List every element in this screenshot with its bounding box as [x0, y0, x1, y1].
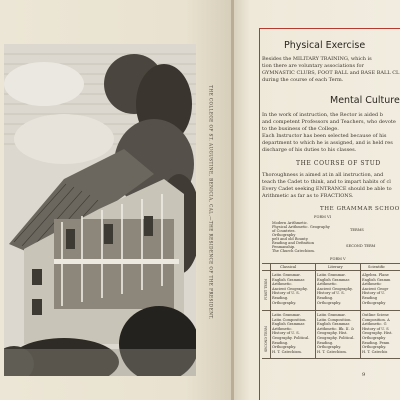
second-term-cell: Orthography [362, 336, 386, 340]
course-line-1: Thoroughness is aimed at in all instruction, and [262, 172, 384, 178]
second-term-cell: Reading. [317, 340, 334, 345]
second-term-cell: H. T. Catechism. [272, 349, 302, 354]
first-term-cell: English Grammar. [317, 277, 350, 282]
table-rule-v1 [270, 263, 271, 358]
first-term-cell: Algebra. Plane [362, 273, 389, 277]
second-term-cell: Outline Sciene [362, 313, 389, 317]
mental-culture-heading: Mental Culture [330, 95, 400, 106]
second-term-cell: Latin Composition. [317, 317, 352, 322]
table-rule-v2 [315, 263, 316, 358]
second-term-cell: English Grammar. [317, 322, 350, 327]
first-term-cell: History of U. [362, 291, 386, 296]
course-of-study-heading: THE COURSE OF STUD [296, 160, 381, 167]
form6-item-3: of Countries. [272, 229, 296, 233]
physical-line-3: GYMNASTIC CLUBS, FOOT BALL and BASE BALL CL [262, 70, 400, 76]
physical-line-1: Besides the MILITARY TRAINING, which is [262, 56, 372, 62]
form6-item-2: Physical Arithmetic. Geography [272, 225, 330, 229]
first-term-cell: Arithmetic [362, 282, 382, 287]
form6-item-7: Penmanship. [272, 245, 296, 249]
first-term-cell: Ancient Geography. [317, 286, 353, 291]
first-term-cell: Ancient Geogr [362, 286, 389, 291]
second-term-cell: Geography. Hist. [362, 331, 393, 336]
caption-text: THE COLLEGE OF ST. AUGUSTINE, BENICIA, CAL.—THE RESIDENCE OF THE PRESIDENT. [208, 85, 214, 320]
course-line-2: teach the Cadet to think, and to impart habits of cl [262, 179, 391, 185]
physical-line-2: tion there are voluntary associations for [262, 63, 364, 69]
second-term-cell: Geography. Political. [272, 336, 310, 340]
second-term-cell: Latin Grammar. [317, 313, 346, 317]
second-term-cell: Arithmetic. G [362, 322, 387, 327]
second-term-cell: History of U. S [362, 326, 389, 331]
column-classical: Classical [280, 265, 297, 269]
first-term-cell: Orthography [362, 300, 386, 305]
red-margin-rule-horizontal [259, 28, 400, 29]
column-scientific: Scientific [368, 265, 386, 269]
second-term-cell: History of U. S. [272, 331, 300, 336]
table-bottom-rule [262, 358, 400, 359]
first-term-cell: Orthography. [317, 300, 342, 305]
form6-terms-label: TERMS [350, 228, 364, 232]
second-term-cell: Arithmetic. Bk. II. & [317, 326, 355, 331]
form-v-label: FORM V [330, 257, 346, 261]
mental-line-6: discharge of his duties to his classes. [262, 147, 357, 153]
first-term-cell: History of U. S. [272, 291, 300, 296]
second-term-cell: Arithmetic. [272, 326, 293, 331]
first-term-cell: Orthography. [272, 300, 297, 305]
table-middle-rule [262, 310, 400, 311]
second-term-cell: Orthography. [317, 345, 342, 350]
page-number: 9 [362, 372, 366, 378]
grammar-school-heading: THE GRAMMAR SCHOO [320, 206, 400, 212]
form6-item-1: Modern Arithmetic. [272, 221, 308, 225]
second-term-cell: Reading. Penm [362, 340, 390, 345]
first-term-cell: English Gramm [362, 277, 391, 282]
physical-exercise-heading: Physical Exercise [284, 40, 366, 51]
first-term-cell: English Grammar. [272, 277, 305, 282]
table-top-rule [262, 263, 400, 264]
form-vi-label: FORM VI [314, 215, 331, 219]
second-term-cell: Latin Grammar. [272, 313, 301, 317]
mental-line-2: and competent Professors and Teachers, who devote [262, 119, 396, 125]
first-term-cell: Reading. [317, 296, 334, 300]
second-term-cell: Orthography. [272, 345, 297, 350]
first-term-cell: Arithmetic. [317, 282, 338, 287]
second-term-cell: Orthography. [362, 345, 387, 350]
second-term-cell: Composition. A [362, 317, 390, 322]
first-term-cell: Arithmetic. [272, 282, 293, 287]
form6-second-term-label: SECOND TERM [346, 244, 376, 248]
mental-line-5: department to which he is assigned, and is held res [262, 140, 393, 146]
physical-line-4: during the course of each Term. [262, 77, 344, 83]
right-page [234, 0, 400, 400]
second-term-cell: Geography. Political. [317, 336, 355, 340]
second-term-cell: Latin Composition. [272, 317, 307, 322]
second-term-cell: H. T. Catechis [362, 349, 388, 354]
second-term-cell: Geography. Hist. [317, 331, 348, 336]
second-term-cell: English Grammar. [272, 322, 305, 327]
mental-line-4: Each Instructor has been selected because of his [262, 133, 387, 139]
red-margin-rule-vertical [259, 28, 260, 400]
engraving-illustration [4, 44, 196, 376]
first-term-cell: Reading. [272, 296, 289, 300]
form6-item-6: Reading and Definition [272, 241, 315, 245]
mental-line-3: to the business of the College. [262, 126, 339, 132]
table-rule-v3 [360, 263, 361, 358]
form6-item-4: Orthography [272, 233, 296, 237]
first-term-cell: Latin Grammar. [272, 273, 301, 277]
first-term-cell: Latin Grammar. [317, 273, 346, 277]
row-second-term: SECOND TERM [264, 325, 268, 352]
column-literary: Literary [328, 265, 343, 269]
second-term-cell: H. T. Catechism. [317, 349, 347, 354]
first-term-cell: History of U. S. [317, 291, 345, 296]
first-term-cell: Reading [362, 296, 378, 300]
table-header-rule [262, 270, 400, 271]
second-term-cell: Reading. [272, 340, 289, 345]
course-line-4: Arithmetic as far as to FRACTIONS. [262, 193, 354, 199]
college-engraving [4, 44, 196, 376]
form6-item-5: pelt and old Bounty. [272, 237, 309, 241]
engraving-caption [205, 30, 217, 370]
first-term-cell: Ancient Geography. [272, 286, 308, 291]
mental-line-1: In the work of instruction, the Rector is aided b [262, 112, 383, 118]
row-first-term: FIRST TERM [264, 278, 268, 300]
form6-item-8: The Church Catechism. [272, 249, 315, 253]
course-line-3: Every Cadet seeking ENTRANCE should be able to [262, 186, 392, 192]
